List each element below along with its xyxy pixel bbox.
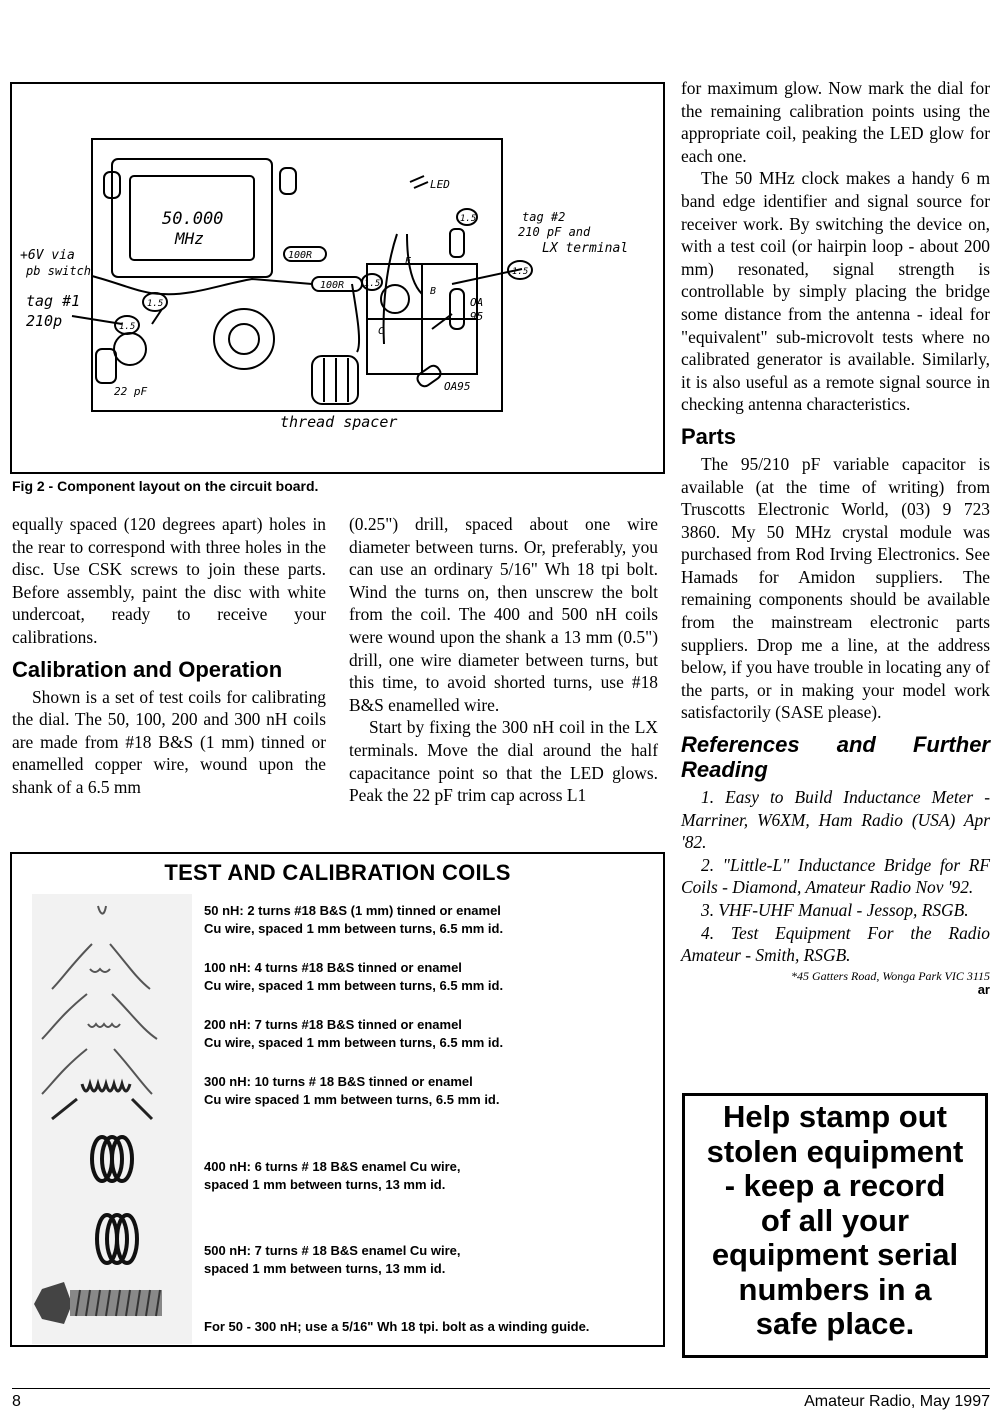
cap4-label: 1.5 xyxy=(460,214,477,224)
reference-item: 1. Easy to Build Inductance Meter - Marriner, W6XM, Ham Radio (USA) Apr '82. xyxy=(681,787,990,853)
cap5-label: 1.5 xyxy=(364,279,381,289)
stolen-equipment-message xyxy=(685,1100,985,1342)
transistor-c-label: C xyxy=(378,326,385,337)
magazine-issue: Amateur Radio, May 1997 xyxy=(804,1393,990,1410)
coil-text-line: 300 nH: 10 turns # 18 B&S tinned or enamel xyxy=(204,1074,473,1089)
mid-para-2: Start by fixing the 300 nH coil in the LX terminals. Move the dial around the half capacitance point so that the LED glows. Peak the 22 pF trim cap across L1 xyxy=(349,717,658,806)
calibration-heading: Calibration and Operation xyxy=(12,656,283,682)
footer-rule xyxy=(12,1388,990,1389)
coil-text-line: Cu wire spaced 1 mm between turns, 6.5 mm id. xyxy=(204,1092,500,1107)
coil-item-400nh xyxy=(204,1158,654,1194)
stolen-line: stolen equipment xyxy=(706,1133,964,1169)
coils-box xyxy=(10,852,665,1347)
stolen-line: of all your xyxy=(760,1202,910,1238)
right-para-1: for maximum glow. Now mark the dial for the remaining calibration points using the appropriate coil, peaking the LED glow for each one. xyxy=(681,78,990,166)
middle-column xyxy=(349,513,658,807)
coil-text-line: Cu wire, spaced 1 mm between turns, 6.5 mm id. xyxy=(204,978,504,993)
coil-text-line: For 50 - 300 nH; use a 5/16" Wh 18 tpi. bolt as a winding guide. xyxy=(204,1319,590,1334)
stolen-line: equipment serial xyxy=(711,1237,959,1272)
coil-text-line: spaced 1 mm between turns, 13 mm id. xyxy=(204,1177,446,1192)
page-number: 8 xyxy=(12,1393,21,1410)
end-mark: ar xyxy=(977,981,990,997)
reference-item: 3. VHF-UHF Manual - Jessop, RSGB. xyxy=(701,900,969,920)
stolen-line: numbers in a xyxy=(738,1271,932,1307)
diode1-label: OA xyxy=(470,296,484,309)
reference-item: 2. "Little-L" Inductance Bridge for RF Coils - Diamond, Amateur Radio Nov '92. xyxy=(681,854,990,898)
supply-label-2: pb switch xyxy=(26,264,92,278)
references-list xyxy=(681,786,990,967)
left-column xyxy=(12,513,326,799)
author-address: *45 Gatters Road, Wonga Park VIC 3115 xyxy=(791,968,990,983)
mid-para-1: (0.25") drill, spaced about one wire diameter between turns. Or, preferably, you can use an ordinary 5/16" Wh 18 tpi bolt. Wind the turns on, then unscrew the bolt from the coil. The 400 and 500 nH coils were wound upon the shank a 13 mm (0.5") drill, one wire diameter between turns, but this time, to avoid shorted turns, use #18 B&S enamelled wire. xyxy=(349,514,658,715)
cap2-label: 1.5 xyxy=(119,322,136,332)
resistor-label-a: 100R xyxy=(288,250,313,261)
tag1-label-1: tag #1 xyxy=(26,292,81,310)
spacer-label: thread spacer xyxy=(280,413,398,431)
coil-text-line: spaced 1 mm between turns, 13 mm id. xyxy=(204,1261,446,1276)
figure-caption: Fig 2 - Component layout on the circuit board. xyxy=(12,478,319,494)
coils-photo xyxy=(32,894,192,1344)
cap1-label: 1.5 xyxy=(147,299,164,309)
coil-item-50nh xyxy=(204,902,654,938)
transistor-b-label: B xyxy=(430,286,437,297)
coil-text-line: 400 nH: 6 turns # 18 B&S enamel Cu wire, xyxy=(204,1159,461,1174)
tag2-label-2: 210 pF and xyxy=(518,225,591,239)
tag2-label-3: LX terminal xyxy=(542,241,629,256)
coil-text-line: 50 nH: 2 turns #18 B&S (1 mm) tinned or enamel xyxy=(204,903,501,918)
resistor-label-b: 100R xyxy=(320,280,345,291)
cap3-label: 1.5 xyxy=(512,267,529,277)
coil-text-line: 200 nH: 7 turns #18 B&S tinned or enamel xyxy=(204,1017,462,1032)
parts-heading: Parts xyxy=(681,423,737,449)
supply-label-1: +6V via xyxy=(20,248,75,263)
left-para-1: equally spaced (120 degrees apart) holes in the rear to correspond with three holes in the disc. Use CSK screws to join these parts. Before assembly, paint the disc with white undercoat, ready to receive your calibrations. xyxy=(12,514,326,647)
crystal-unit-label: MHz xyxy=(175,229,204,248)
parts-para: The 95/210 pF variable capacitor is available (at the time of writing) from Truscotts Electronic World, (03) 9 723 3860. My 50 MHz crystal module was purchased from Rod Irving Electronics. See Hamads for Amidon suppliers. The remaining components should be available from the mainstream electronic parts suppliers. Drop me a line, at the address below, if you have trouble in locating any of the parts, or in making your model work satisfactorily (SASE please). xyxy=(681,453,990,723)
coil-item-100nh xyxy=(204,959,654,995)
coil-item-300nh xyxy=(204,1073,654,1109)
right-column xyxy=(681,77,990,996)
stolen-line: safe place. xyxy=(755,1306,915,1341)
reference-item: 4. Test Equipment For the Radio Amateur - Smith, RSGB. xyxy=(681,922,990,966)
coil-item-200nh xyxy=(204,1016,654,1052)
right-para-2: The 50 MHz clock makes a handy 6 m band edge identifier and signal source for receiver work. By switching the device on, with a test coil (or hairpin loop - about 200 mm) resonated, signal strength is controllable by simply placing the bridge some distance from the antenna - ideal for "equivalent" sub-microvolt tests where no calibrated generator is available. Similarly, it is also useful as a remote signal source in checking antenna characteristics. xyxy=(681,168,990,415)
led-label: LED xyxy=(430,178,450,191)
coil-item-500nh xyxy=(204,1242,654,1278)
tag2-label-1: tag #2 xyxy=(522,210,566,224)
coil-text-line: 100 nH: 4 turns #18 B&S tinned or enamel xyxy=(204,960,462,975)
trim-cap xyxy=(114,333,146,365)
trim-label: 22 pF xyxy=(114,385,148,398)
stolen-line: Help stamp out xyxy=(723,1099,947,1134)
toroid xyxy=(214,309,274,369)
stolen-line: - keep a record xyxy=(724,1168,946,1203)
diode2-label: OA95 xyxy=(444,380,471,393)
references-heading: References and Further Reading xyxy=(681,732,990,783)
coil-winding-note xyxy=(204,1318,654,1336)
crystal-freq-label: 50.000 xyxy=(162,209,224,229)
stolen-equipment-box xyxy=(682,1093,988,1358)
circuit-board-diagram xyxy=(12,84,663,472)
diode1b-label: 95 xyxy=(470,310,484,323)
transistor-e-label: E xyxy=(405,256,412,267)
coil-text-line: 500 nH: 7 turns # 18 B&S enamel Cu wire, xyxy=(204,1243,461,1258)
coil-text-line: Cu wire, spaced 1 mm between turns, 6.5 mm id. xyxy=(204,1035,504,1050)
coil-text-line: Cu wire, spaced 1 mm between turns, 6.5 mm id. xyxy=(204,921,504,936)
tag1-label-2: 210p xyxy=(26,312,63,330)
figure-component-layout xyxy=(10,82,665,474)
coils-title: TEST AND CALIBRATION COILS xyxy=(164,860,511,885)
left-para-2: Shown is a set of test coils for calibrating the dial. The 50, 100, 200 and 300 nH coils are made from #18 B&S (1 mm) tinned or enamelled copper wire, wound upon the shank of a 6.5 mm xyxy=(12,686,326,797)
